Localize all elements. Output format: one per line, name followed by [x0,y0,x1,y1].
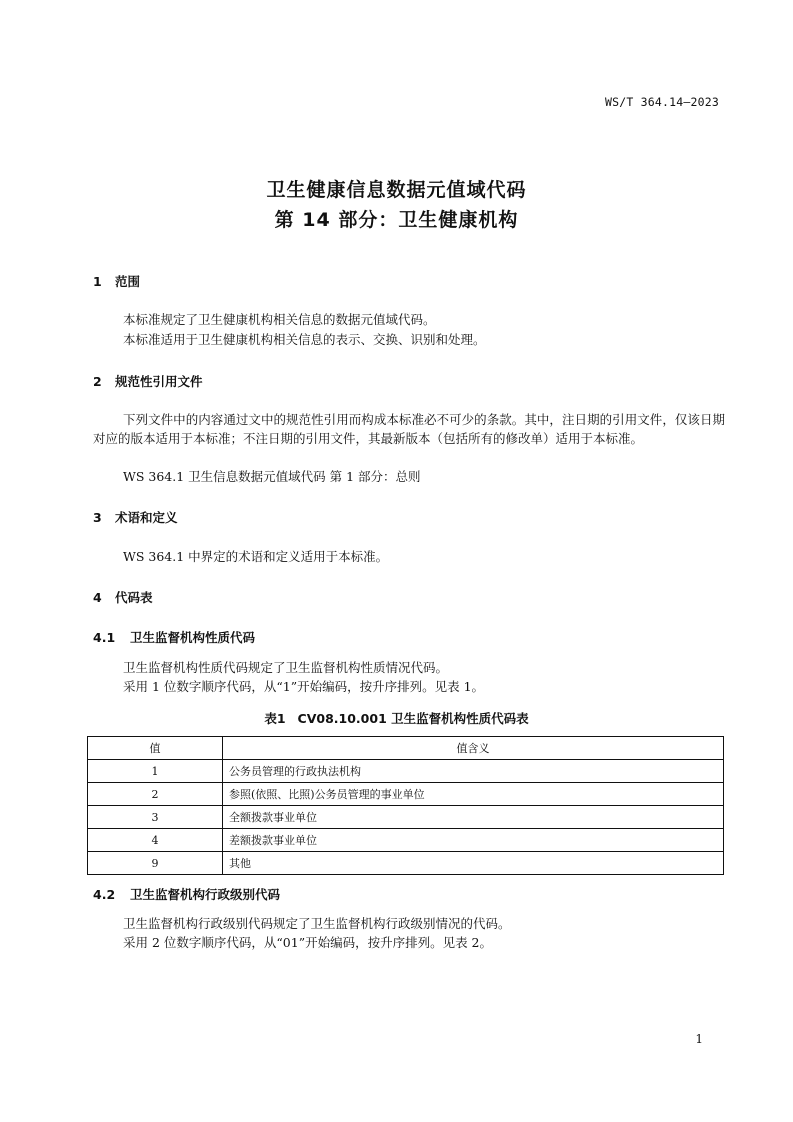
section-1-paragraph-2: 本标准适用于卫生健康机构相关信息的表示、交换、识别和处理。 [123,332,486,347]
section-4-2-paragraph-2: 采用 2 位数字顺序代码，从“01”开始编码，按升序排列。见表 2。 [123,935,493,950]
section-number: 1 [93,274,102,289]
table-row [88,829,724,852]
table-label: 表1 [264,711,286,726]
section-title: 代码表 [115,590,153,605]
section-number: 3 [93,510,102,525]
section-1-paragraph-1: 本标准规定了卫生健康机构相关信息的数据元值域代码。 [123,312,436,327]
table-title: CV08.10.001 卫生监督机构性质代码表 [297,711,529,726]
standard-number: WS/T 364.14—2023 [605,95,719,109]
section-title: 卫生监督机构性质代码 [130,630,256,645]
section-number: 2 [93,374,102,389]
code-value: 1 [88,760,223,783]
page-number: 1 [695,1032,703,1046]
section-2-heading [93,372,203,390]
code-meaning: 参照(依照、比照)公务员管理的事业单位 [223,783,724,806]
section-4-1-paragraph-2: 采用 1 位数字顺序代码，从“1”开始编码，按升序排列。见表 1。 [123,679,485,694]
section-title: 范围 [115,274,141,289]
table-row [88,760,724,783]
code-table [87,736,724,875]
section-3-heading [93,508,178,526]
section-1-heading [93,272,140,290]
code-meaning: 其他 [223,852,724,875]
section-3-paragraph: WS 364.1 中界定的术语和定义适用于本标准。 [123,549,389,564]
section-4-2-heading [93,885,280,903]
table-header-row [88,737,724,760]
code-value: 4 [88,829,223,852]
code-value: 2 [88,783,223,806]
code-meaning: 公务员管理的行政执法机构 [223,760,724,783]
column-header-meaning: 值含义 [223,737,724,760]
table-row [88,806,724,829]
document-title: 卫生健康信息数据元值域代码 [266,179,527,201]
code-value: 9 [88,852,223,875]
code-value: 3 [88,806,223,829]
table-row [88,852,724,875]
section-2-paragraph: 下列文件中的内容通过文中的规范性引用而构成本标准必不可少的条款。其中，注日期的引用文件，仅该日期对应的版本适用于本标准；不注日期的引用文件，其最新版本（包括所有的修改单）适用于本标准。 [93,412,725,446]
normative-reference: WS 364.1 卫生信息数据元值域代码 第 1 部分：总则 [123,469,421,484]
table-row [88,783,724,806]
code-meaning: 全额拨款事业单位 [223,806,724,829]
table-1-caption [0,709,793,727]
code-meaning: 差额拨款事业单位 [223,829,724,852]
section-4-1-heading [93,628,255,646]
section-number: 4 [93,590,102,605]
section-number: 4.2 [93,887,116,902]
section-4-2-paragraph-1: 卫生监督机构行政级别代码规定了卫生监督机构行政级别情况的代码。 [123,916,511,931]
section-title: 卫生监督机构行政级别代码 [130,887,281,902]
section-title: 规范性引用文件 [115,374,203,389]
section-4-heading [93,588,153,606]
section-number: 4.1 [93,630,116,645]
document-subtitle: 第 14 部分：卫生健康机构 [274,209,519,231]
section-4-1-paragraph-1: 卫生监督机构性质代码规定了卫生监督机构性质情况代码。 [123,660,449,675]
section-title: 术语和定义 [115,510,178,525]
column-header-value: 值 [88,737,223,760]
